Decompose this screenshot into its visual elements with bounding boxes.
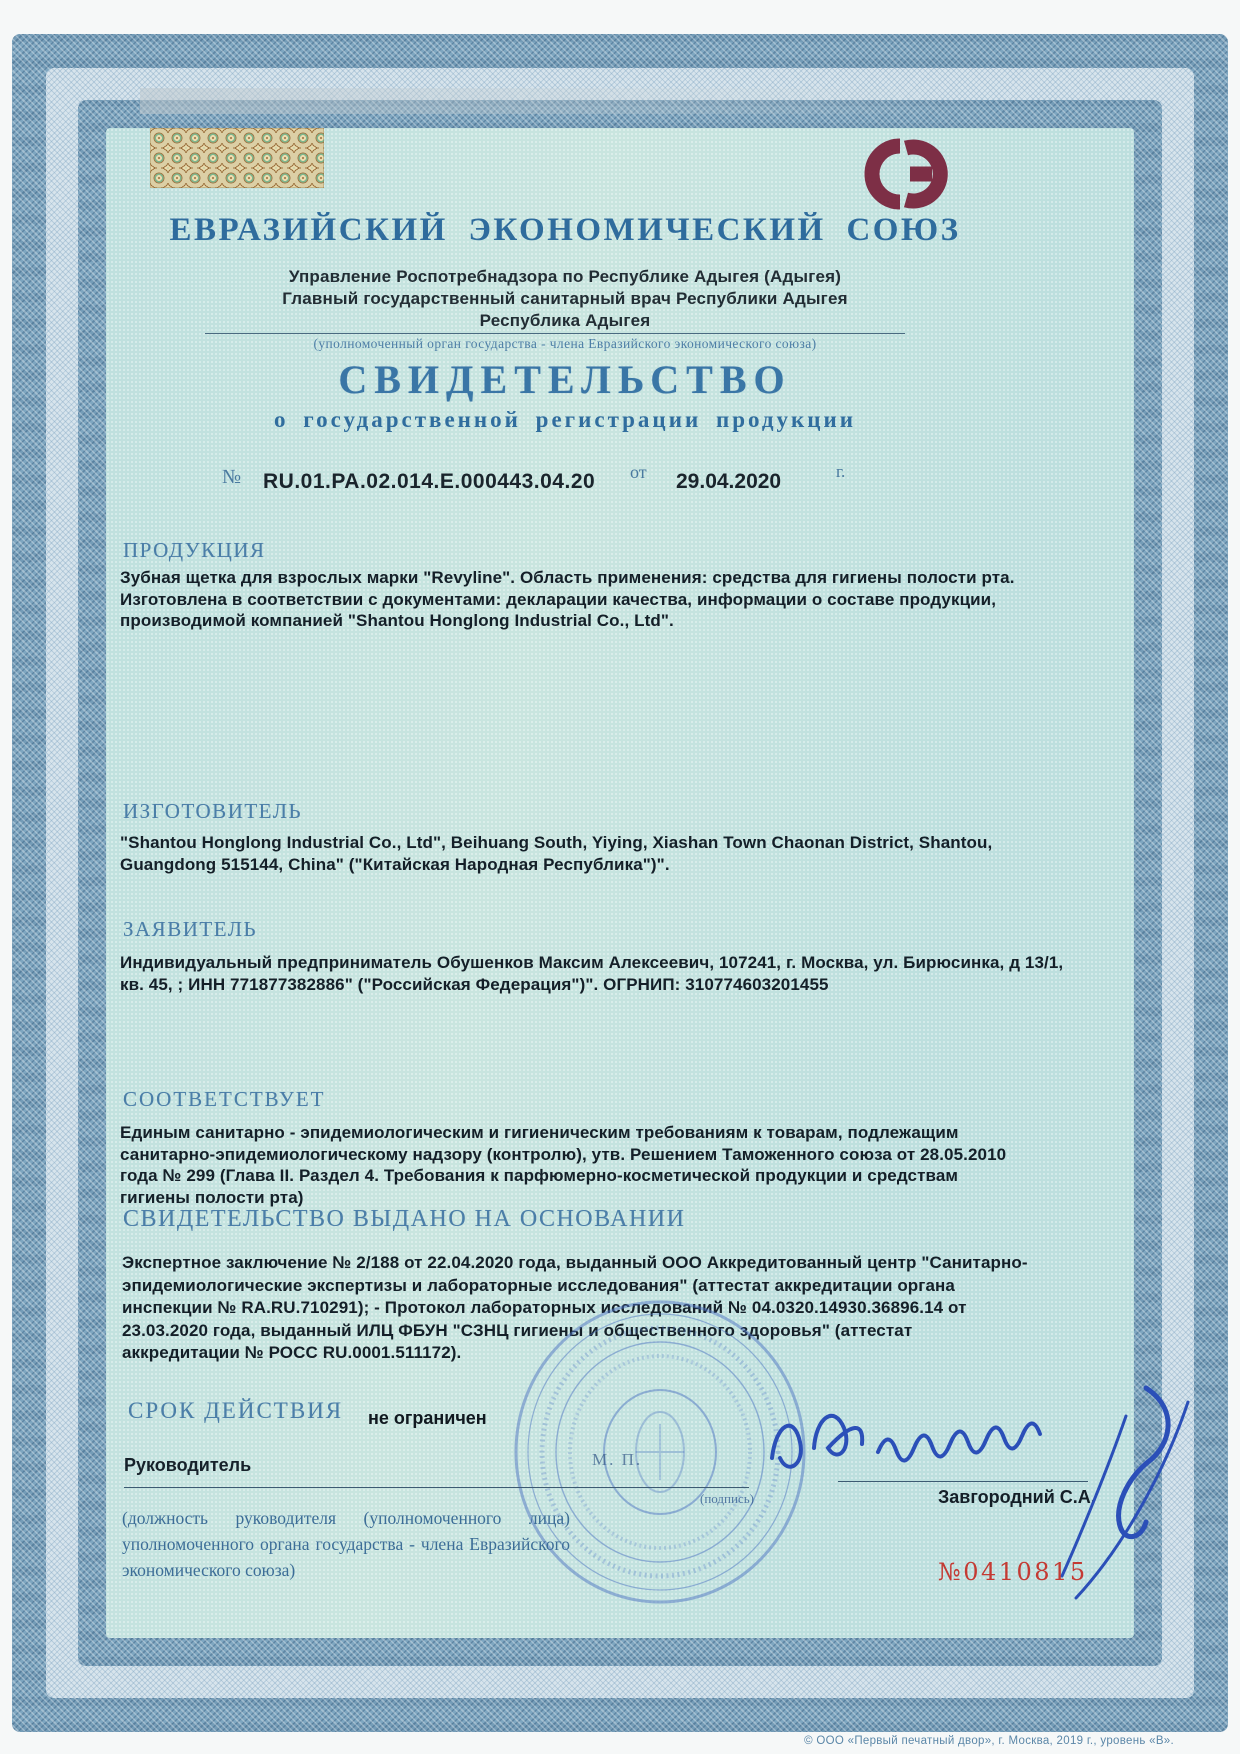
- validity-value: не ограничен: [368, 1408, 487, 1428]
- section-heading-manufacturer: ИЗГОТОВИТЕЛЬ: [123, 799, 303, 823]
- certificate-number: RU.01.PA.02.014.E.000443.04.20: [263, 470, 596, 493]
- section-text-product: Зубная щетка для взрослых марки "Revyline". Область применения: средства для гигиены полости рта. Изготовлена в соответствии с документами: декларации качества, информации о составе продукции, производимой компанией "Shantou Honglong Industrial Co., Ltd".: [120, 568, 1015, 630]
- section-heading-basis: СВИДЕТЕЛЬСТВО ВЫДАНО НА ОСНОВАНИИ: [123, 1206, 686, 1232]
- authority-caption: (уполномоченный орган государства - члена Евразийского экономического союза): [313, 336, 817, 351]
- document-subtitle: о государственной регистрации продукции: [274, 407, 856, 432]
- section-heading-applicant: ЗАЯВИТЕЛЬ: [123, 917, 258, 941]
- scan-artifact: [140, 88, 1000, 114]
- section-text-manufacturer: "Shantou Honglong Industrial Co., Ltd", Beihuang South, Yiying, Xiashan Town Chaonan District, Shantou, Guangdong 515144, China" ("Китайская Народная Республика")".: [120, 833, 993, 874]
- section-heading-product: ПРОДУКЦИЯ: [123, 538, 266, 562]
- section-heading-validity: СРОК ДЕЙСТВИЯ: [128, 1398, 344, 1423]
- guilloche-stamp: [150, 128, 324, 188]
- section-text-complies: Единым санитарно - эпидемиологическим и гигиеническим требованиям к товарам, подлежащим санитарно-эпидемиологическому надзору (контролю), утв. Решением Таможенного союза от 28.05.2010 года № 299 (Глава II. Раздел 4. Требования к парфюмерно-косметической продукции и средствам гигиены полости рта): [120, 1123, 1007, 1207]
- authority-underline: [205, 333, 905, 334]
- year-label: г.: [836, 462, 846, 481]
- number-label: №: [222, 466, 242, 488]
- document-title: СВИДЕТЕЛЬСТВО: [338, 357, 792, 402]
- authority-line-3: Республика Адыгея: [479, 311, 651, 330]
- printer-footer: © ООО «Первый печатный двор», г. Москва, 2019 г., уровень «В».: [804, 1735, 1174, 1747]
- certificate-number-row: [0, 462, 1240, 502]
- signature-line-left: [124, 1487, 749, 1488]
- certificate-date: 29.04.2020: [676, 470, 782, 493]
- date-label: от: [630, 462, 647, 482]
- signature-line-right: [838, 1481, 1088, 1482]
- signer-name: Завгородний С.А.: [938, 1487, 1096, 1507]
- section-text-applicant: Индивидуальный предприниматель Обушенков Максим Алексеевич, 107241, г. Москва, ул. Бирюсинка, д 13/1, кв. 45, ; ИНН 771877382886" ("Российская Федерация")". ОГРНИП: 310774603201455: [120, 953, 1064, 994]
- section-heading-complies: СООТВЕТСТВУЕТ: [123, 1087, 326, 1111]
- role-label: Руководитель: [124, 1455, 252, 1475]
- se-registration-logo-icon: [838, 124, 968, 224]
- authority-line-1: Управление Роспотребнадзора по Республике Адыгея (Адыгея): [288, 267, 842, 286]
- union-title: ЕВРАЗИЙСКИЙ ЭКОНОМИЧЕСКИЙ СОЮЗ: [169, 212, 961, 248]
- authority-line-2: Главный государственный санитарный врач Республики Адыгея: [282, 289, 848, 308]
- signature-caption: (подпись): [700, 1491, 754, 1506]
- section-text-basis: Экспертное заключение № 2/188 от 22.04.2020 года, выданный ООО Аккредитованный центр "Санитарно-эпидемиологические экспертизы и лабораторные исследования" (аттестат аккредитации органа инспекции № RA.RU.710291); - Протокол лабораторных исследований № 04.0320.14930.36896.14 от 23.03.2020 года, выданный ИЛЦ ФБУН "СЗНЦ гигиены и общественного здоровья" (аттестат аккредитации № РОСС RU.0001.511172).: [122, 1253, 1028, 1362]
- seal-place-label: М. П.: [592, 1450, 643, 1469]
- form-number: №0410815: [938, 1558, 1088, 1586]
- role-caption: (должность руководителя (уполномоченного лица) уполномоченного органа государства - члена Евразийского экономического союза): [122, 1508, 570, 1580]
